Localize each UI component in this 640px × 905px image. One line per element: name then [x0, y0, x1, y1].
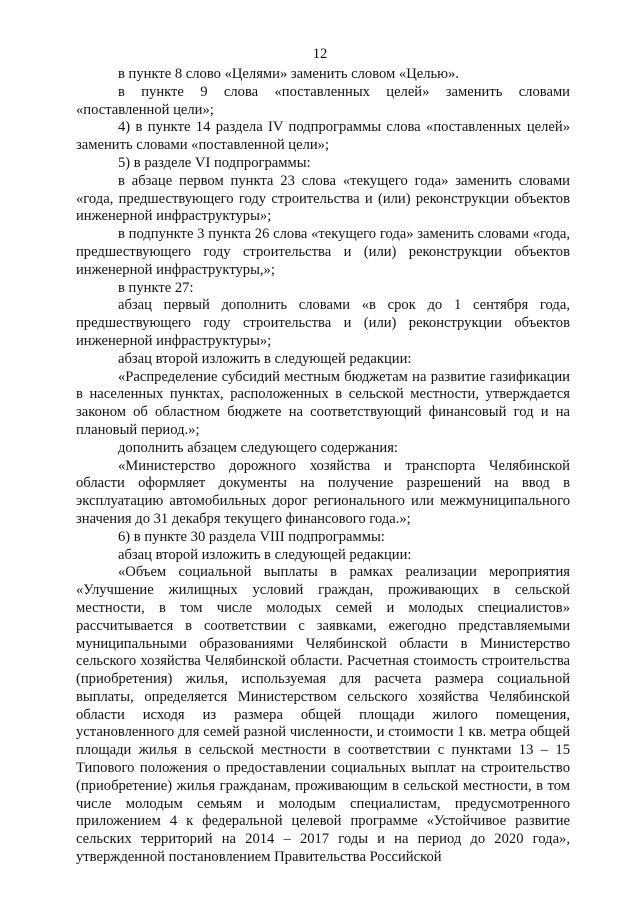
paragraph: 4) в пункте 14 раздела IV подпрограммы слова «поставленных целей» заменить словами «поставленной цели»; — [76, 119, 570, 154]
paragraph: в пункте 8 слово «Целями» заменить словом «Целью». — [118, 66, 460, 82]
paragraph: абзац второй изложить в следующей редакции: — [118, 546, 412, 563]
paragraph: абзац второй изложить в следующей редакции: — [118, 350, 412, 367]
document-body — [76, 66, 570, 867]
paragraph: «Распределение субсидий местным бюджетам на развитие газификации в населенных пунктах, расположенных в сельской местности, утверждается законом об областном бюджете на соответствующий финансовый год и на плановый период.»; — [76, 368, 570, 438]
paragraph: «Объем социальной выплаты в рамках реализации мероприятия «Улучшение жилищных условий граждан, проживающих в сельской местности, в том числе молодых семей и молодых специалистов» рассчитывается в соответствии с заявками, ежегодно представляемыми муниципальными образованиями Челябинской области в Министерство сельского хозяйства Челябинской области. Расчетная стоимость строительства (приобретения) жилья, используемая для расчета размера социальной выплаты, определяется Министерством сельского хозяйства Челябинской области исходя из размера общей площади жилого помещения, установленного для семей разной численности, и стоимости 1 кв. метра общей площади жилья в сельской местности в соответствии с пунктами 13 – 15 Типового положения о предоставлении социальных выплат на строительство (приобретение) жилья гражданам, проживающим в сельской местности, в том числе молодым семьям и молодым специалистам, предусмотренного приложением 4 к федеральной целевой программе «Устойчивое развитие сельских территорий на 2014 – 2017 годы и на период до 2020 года», утвержденной постановлением Правительства Российской — [76, 564, 570, 866]
paragraph: 6) в пункте 30 раздела VIII подпрограммы: — [118, 528, 385, 545]
paragraph: в подпункте 3 пункта 26 слова «текущего года» заменить словами «года, предшествующего году строительства и (или) реконструкции объектов инженерной инфраструктуры,»; — [76, 226, 570, 278]
paragraph: «Министерство дорожного хозяйства и транспорта Челябинской области оформляет документы на получение разрешений на ввод в эксплуатацию автомобильных дорог регионального или межмуниципального значения до 31 декабря текущего финансового года.»; — [76, 457, 570, 527]
paragraph: абзац первый дополнить словами «в срок до 1 сентября года, предшествующего году строительства и (или) реконструкции объектов инженерной инфраструктуры»; — [76, 297, 570, 349]
paragraph: в пункте 9 слова «поставленных целей» заменить словами «поставленной цели»; — [76, 83, 570, 118]
paragraph: 5) в разделе VI подпрограммы: — [118, 154, 311, 171]
paragraph: в пункте 27: — [118, 279, 194, 296]
page-number: 12 — [312, 46, 328, 62]
paragraph: в абзаце первом пункта 23 слова «текущего года» заменить словами «года, предшествующего году строительства и (или) реконструкции объектов инженерной инфраструктуры»; — [76, 172, 570, 225]
paragraph: дополнить абзацем следующего содержания: — [118, 439, 398, 456]
